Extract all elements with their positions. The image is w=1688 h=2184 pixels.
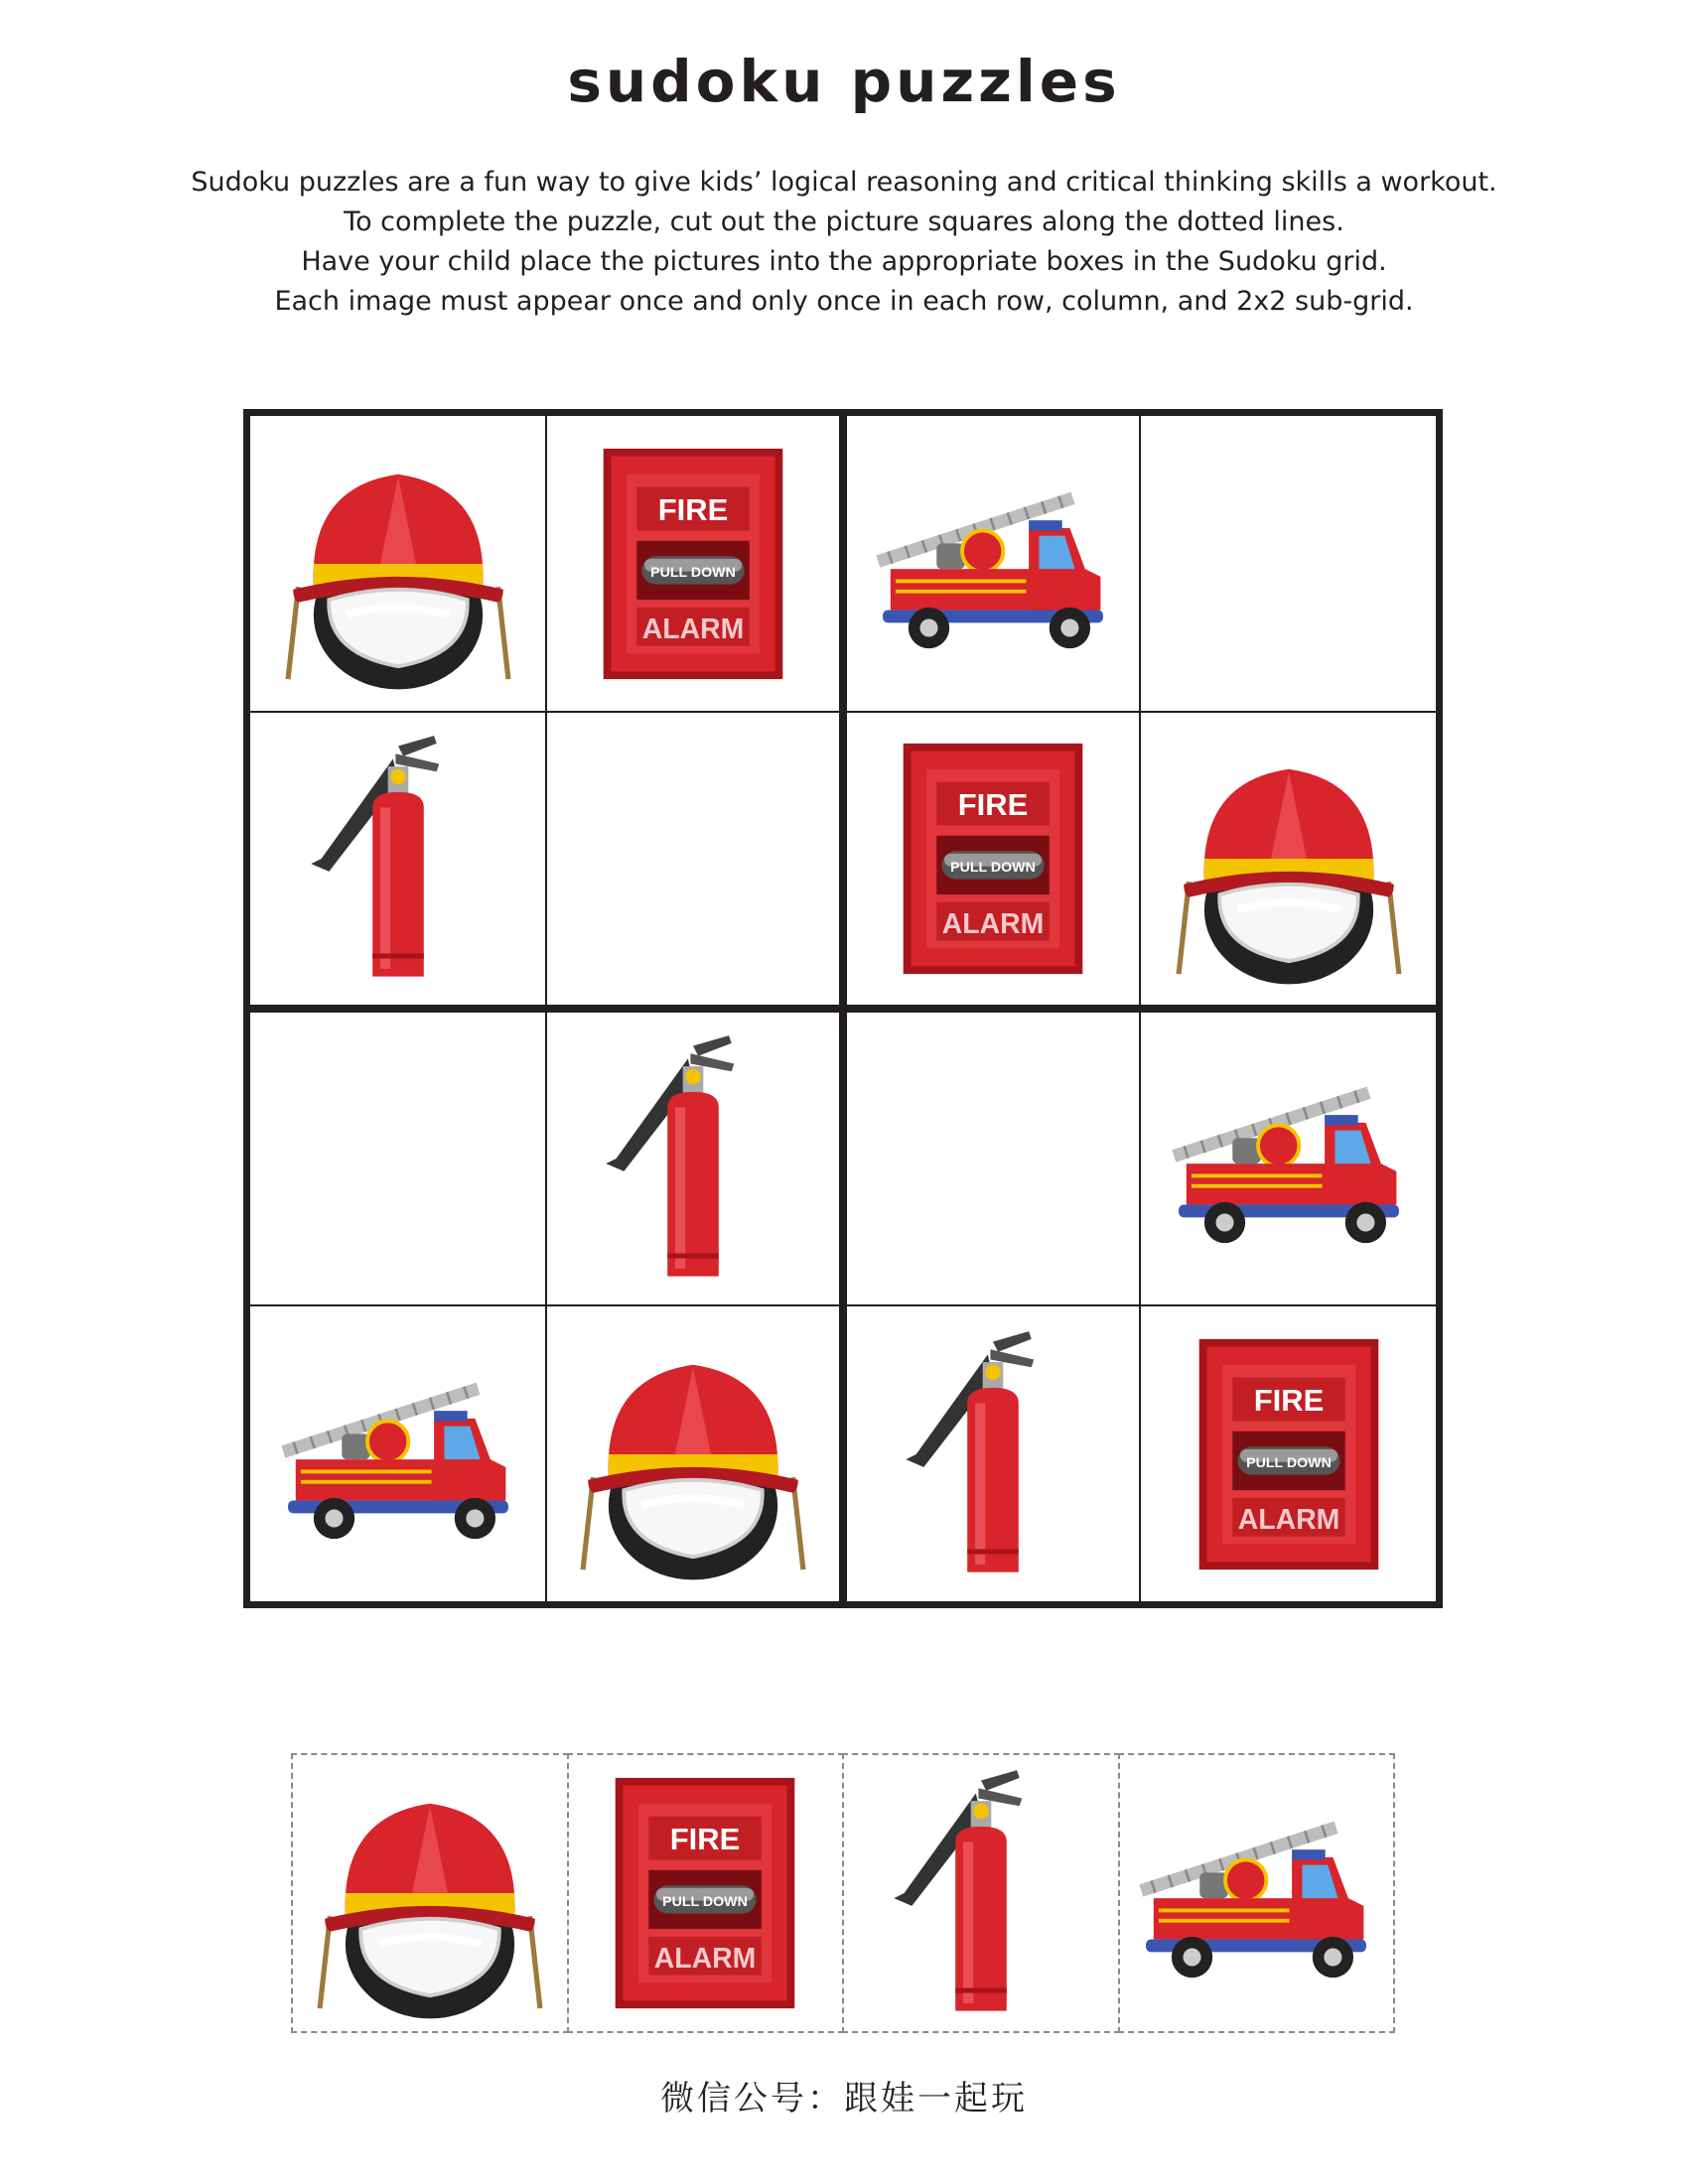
svg-text:FIRE: FIRE <box>1253 1382 1324 1418</box>
grid-cell <box>1140 1305 1437 1602</box>
svg-text:ALARM: ALARM <box>941 907 1045 940</box>
sudoku-grid <box>243 409 1443 1608</box>
fire-alarm-icon <box>565 436 821 692</box>
grid-cell <box>249 712 546 1009</box>
svg-text:ALARM: ALARM <box>1237 1503 1339 1536</box>
fire-truck-icon <box>1161 1030 1417 1287</box>
instruction-line-2: To complete the puzzle, cut out the picture squares along the dotted lines. <box>344 206 1344 237</box>
grid-cell-empty <box>1140 415 1437 712</box>
instruction-line-1: Sudoku puzzles are a fun way to give kids’ logical reasoning and critical thinking skills a workout. <box>191 167 1497 198</box>
grid-cell-empty <box>249 1009 546 1305</box>
svg-text:FIRE: FIRE <box>957 787 1029 823</box>
svg-text:PULL DOWN: PULL DOWN <box>662 1893 749 1910</box>
footer-text: 微信公号：跟娃一起玩 <box>660 2079 1028 2118</box>
instructions <box>0 163 1688 322</box>
fire-alarm-icon <box>577 1765 833 2021</box>
firefighter-helmet-icon <box>565 1326 821 1582</box>
fire-extinguisher-icon <box>565 1030 821 1287</box>
grid-cell <box>546 1305 843 1602</box>
fire-truck-icon <box>270 1326 526 1582</box>
fire-truck-icon <box>1128 1765 1384 2021</box>
firefighter-helmet-icon <box>270 436 526 692</box>
grid-cell <box>843 712 1140 1009</box>
page-title: sudoku puzzles <box>567 48 1121 115</box>
grid-cell <box>1140 712 1437 1009</box>
instruction-line-3: Have your child place the pictures into the appropriate boxes in the Sudoku grid. <box>301 246 1387 277</box>
cutout-square <box>842 1753 1120 2033</box>
instruction-line-4: Each image must appear once and only once in each row, column, and 2x2 sub-grid. <box>274 286 1414 317</box>
grid-cell <box>249 415 546 712</box>
fire-extinguisher-icon <box>853 1765 1109 2021</box>
fire-truck-icon <box>865 436 1121 692</box>
firefighter-helmet-icon <box>302 1765 558 2021</box>
grid-cell <box>843 1305 1140 1602</box>
cutout-strip <box>293 1753 1395 2033</box>
grid-cell <box>843 415 1140 712</box>
fire-extinguisher-icon <box>865 1326 1121 1582</box>
grid-cell <box>249 1305 546 1602</box>
grid-cell <box>1140 1009 1437 1305</box>
fire-alarm-icon <box>1161 1326 1417 1582</box>
fire-extinguisher-icon <box>270 731 526 987</box>
svg-text:FIRE: FIRE <box>669 1822 741 1857</box>
svg-text:ALARM: ALARM <box>641 613 745 645</box>
cutout-square <box>567 1753 845 2033</box>
grid-cell-empty <box>546 712 843 1009</box>
grid-cell-empty <box>843 1009 1140 1305</box>
grid-cell <box>546 1009 843 1305</box>
cutout-square <box>1118 1753 1396 2033</box>
svg-text:FIRE: FIRE <box>657 491 729 527</box>
grid-cell <box>546 415 843 712</box>
svg-text:PULL DOWN: PULL DOWN <box>1245 1454 1332 1471</box>
svg-text:PULL DOWN: PULL DOWN <box>950 859 1036 876</box>
cutout-square <box>291 1753 569 2033</box>
svg-text:PULL DOWN: PULL DOWN <box>650 564 736 581</box>
firefighter-helmet-icon <box>1161 731 1417 987</box>
svg-text:ALARM: ALARM <box>654 1942 757 1975</box>
fire-alarm-icon <box>865 731 1121 987</box>
